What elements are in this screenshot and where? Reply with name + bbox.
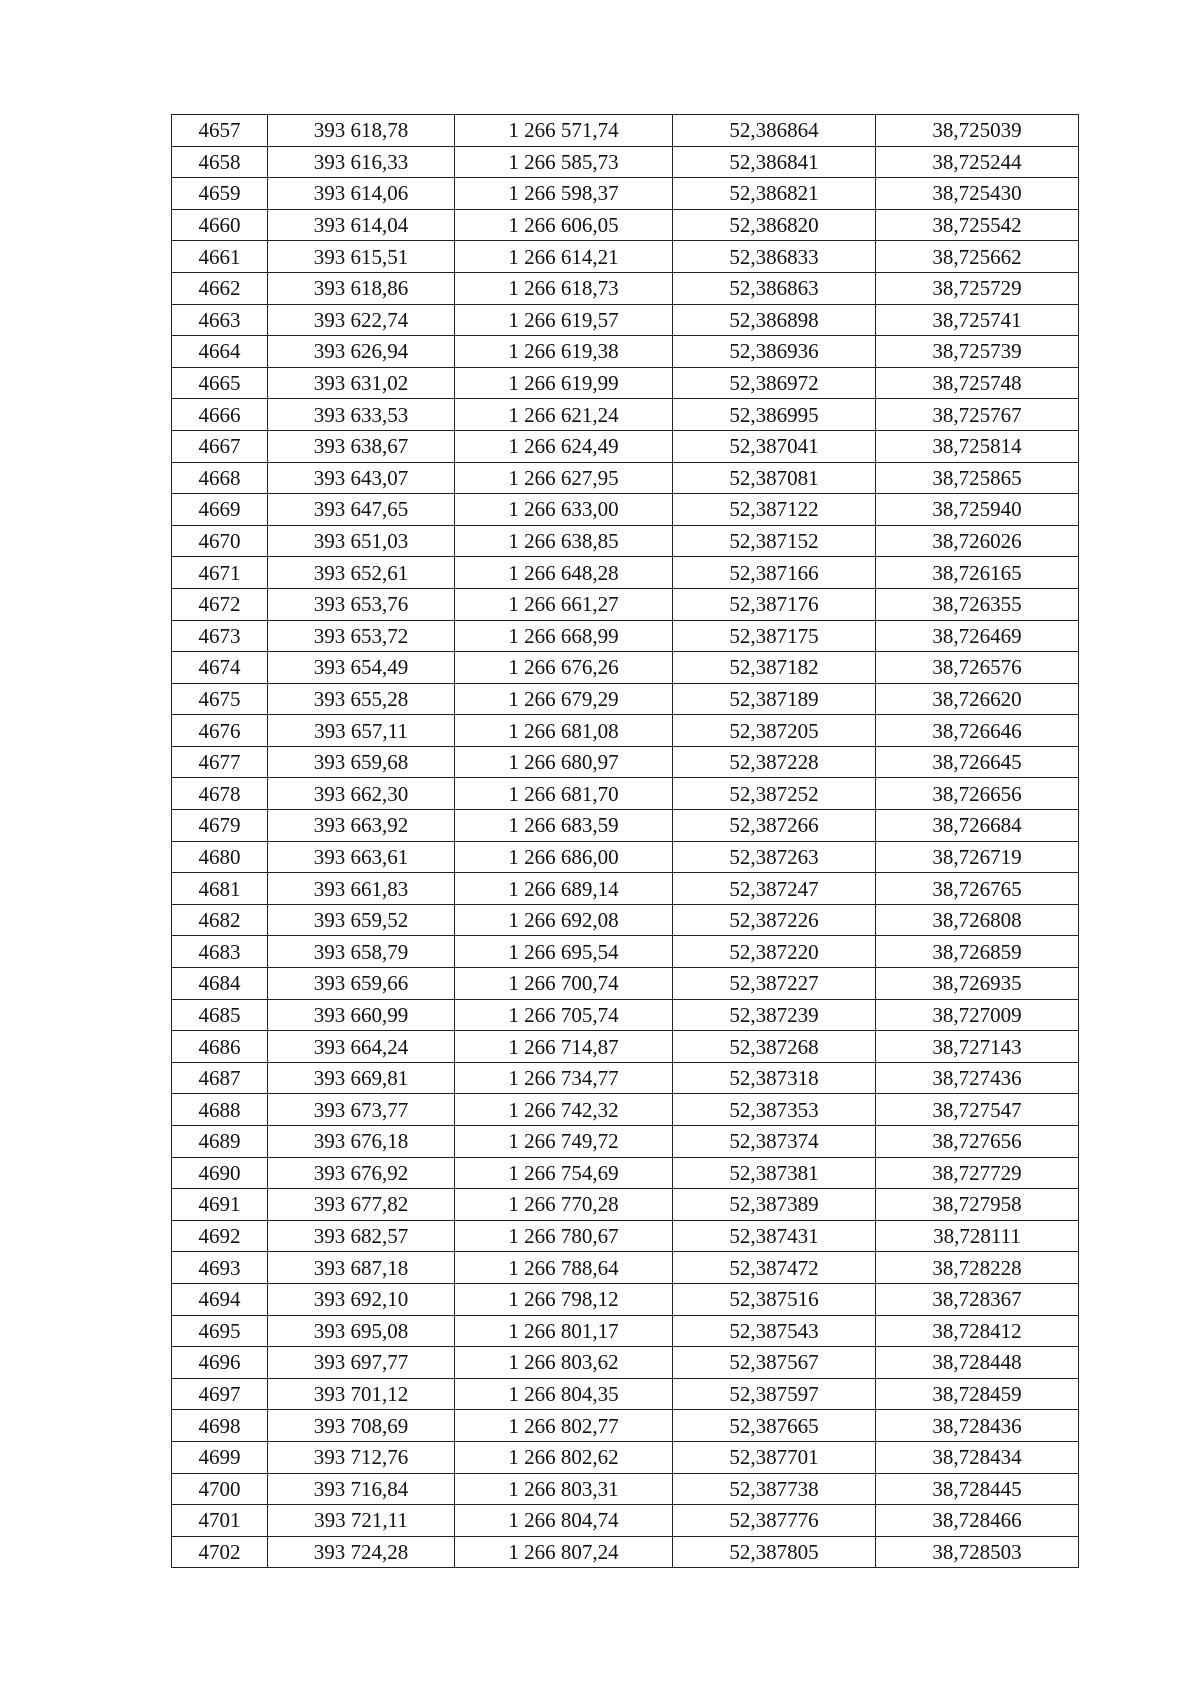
point-number-cell: 4676 bbox=[172, 715, 268, 747]
x-coordinate-cell: 393 716,84 bbox=[268, 1473, 455, 1505]
x-coordinate-cell: 393 643,07 bbox=[268, 462, 455, 494]
x-coordinate-cell: 393 724,28 bbox=[268, 1536, 455, 1568]
latitude-cell: 52,386972 bbox=[673, 367, 876, 399]
y-coordinate-cell: 1 266 803,62 bbox=[455, 1347, 673, 1379]
table-row bbox=[172, 810, 1079, 842]
point-number-cell: 4675 bbox=[172, 683, 268, 715]
longitude-cell: 38,726656 bbox=[876, 778, 1079, 810]
latitude-cell: 52,387266 bbox=[673, 810, 876, 842]
longitude-cell: 38,727436 bbox=[876, 1062, 1079, 1094]
table-row bbox=[172, 746, 1079, 778]
x-coordinate-cell: 393 616,33 bbox=[268, 146, 455, 178]
latitude-cell: 52,386821 bbox=[673, 178, 876, 210]
x-coordinate-cell: 393 663,61 bbox=[268, 841, 455, 873]
latitude-cell: 52,387252 bbox=[673, 778, 876, 810]
table-row bbox=[172, 1505, 1079, 1537]
y-coordinate-cell: 1 266 633,00 bbox=[455, 494, 673, 526]
longitude-cell: 38,726645 bbox=[876, 746, 1079, 778]
longitude-cell: 38,725729 bbox=[876, 272, 1079, 304]
point-number-cell: 4701 bbox=[172, 1505, 268, 1537]
longitude-cell: 38,728228 bbox=[876, 1252, 1079, 1284]
longitude-cell: 38,725741 bbox=[876, 304, 1079, 336]
point-number-cell: 4691 bbox=[172, 1189, 268, 1221]
table-row bbox=[172, 1094, 1079, 1126]
table-row bbox=[172, 241, 1079, 273]
latitude-cell: 52,387227 bbox=[673, 968, 876, 1000]
table-row bbox=[172, 1252, 1079, 1284]
latitude-cell: 52,387175 bbox=[673, 620, 876, 652]
latitude-cell: 52,386863 bbox=[673, 272, 876, 304]
x-coordinate-cell: 393 622,74 bbox=[268, 304, 455, 336]
x-coordinate-cell: 393 673,77 bbox=[268, 1094, 455, 1126]
y-coordinate-cell: 1 266 695,54 bbox=[455, 936, 673, 968]
point-number-cell: 4663 bbox=[172, 304, 268, 336]
longitude-cell: 38,726620 bbox=[876, 683, 1079, 715]
x-coordinate-cell: 393 676,18 bbox=[268, 1126, 455, 1158]
x-coordinate-cell: 393 614,06 bbox=[268, 178, 455, 210]
y-coordinate-cell: 1 266 638,85 bbox=[455, 525, 673, 557]
table-row bbox=[172, 304, 1079, 336]
table-row bbox=[172, 209, 1079, 241]
longitude-cell: 38,725940 bbox=[876, 494, 1079, 526]
x-coordinate-cell: 393 614,04 bbox=[268, 209, 455, 241]
longitude-cell: 38,725430 bbox=[876, 178, 1079, 210]
latitude-cell: 52,387152 bbox=[673, 525, 876, 557]
latitude-cell: 52,387228 bbox=[673, 746, 876, 778]
x-coordinate-cell: 393 721,11 bbox=[268, 1505, 455, 1537]
y-coordinate-cell: 1 266 689,14 bbox=[455, 873, 673, 905]
x-coordinate-cell: 393 701,12 bbox=[268, 1378, 455, 1410]
table-row bbox=[172, 778, 1079, 810]
y-coordinate-cell: 1 266 804,35 bbox=[455, 1378, 673, 1410]
longitude-cell: 38,727656 bbox=[876, 1126, 1079, 1158]
y-coordinate-cell: 1 266 648,28 bbox=[455, 557, 673, 589]
point-number-cell: 4683 bbox=[172, 936, 268, 968]
y-coordinate-cell: 1 266 619,57 bbox=[455, 304, 673, 336]
longitude-cell: 38,727729 bbox=[876, 1157, 1079, 1189]
point-number-cell: 4667 bbox=[172, 430, 268, 462]
y-coordinate-cell: 1 266 714,87 bbox=[455, 1031, 673, 1063]
latitude-cell: 52,386833 bbox=[673, 241, 876, 273]
latitude-cell: 52,387318 bbox=[673, 1062, 876, 1094]
point-number-cell: 4665 bbox=[172, 367, 268, 399]
latitude-cell: 52,386820 bbox=[673, 209, 876, 241]
table-row bbox=[172, 968, 1079, 1000]
point-number-cell: 4672 bbox=[172, 588, 268, 620]
x-coordinate-cell: 393 682,57 bbox=[268, 1220, 455, 1252]
x-coordinate-cell: 393 647,65 bbox=[268, 494, 455, 526]
longitude-cell: 38,725739 bbox=[876, 336, 1079, 368]
point-number-cell: 4657 bbox=[172, 115, 268, 147]
y-coordinate-cell: 1 266 804,74 bbox=[455, 1505, 673, 1537]
table-row bbox=[172, 620, 1079, 652]
latitude-cell: 52,386864 bbox=[673, 115, 876, 147]
y-coordinate-cell: 1 266 668,99 bbox=[455, 620, 673, 652]
point-number-cell: 4688 bbox=[172, 1094, 268, 1126]
latitude-cell: 52,386936 bbox=[673, 336, 876, 368]
x-coordinate-cell: 393 669,81 bbox=[268, 1062, 455, 1094]
longitude-cell: 38,728445 bbox=[876, 1473, 1079, 1505]
longitude-cell: 38,725767 bbox=[876, 399, 1079, 431]
longitude-cell: 38,726808 bbox=[876, 904, 1079, 936]
longitude-cell: 38,726469 bbox=[876, 620, 1079, 652]
x-coordinate-cell: 393 654,49 bbox=[268, 652, 455, 684]
latitude-cell: 52,387189 bbox=[673, 683, 876, 715]
latitude-cell: 52,386898 bbox=[673, 304, 876, 336]
table-row bbox=[172, 494, 1079, 526]
point-number-cell: 4679 bbox=[172, 810, 268, 842]
x-coordinate-cell: 393 651,03 bbox=[268, 525, 455, 557]
table-row bbox=[172, 525, 1079, 557]
point-number-cell: 4660 bbox=[172, 209, 268, 241]
point-number-cell: 4702 bbox=[172, 1536, 268, 1568]
table-row bbox=[172, 715, 1079, 747]
point-number-cell: 4661 bbox=[172, 241, 268, 273]
latitude-cell: 52,387805 bbox=[673, 1536, 876, 1568]
y-coordinate-cell: 1 266 680,97 bbox=[455, 746, 673, 778]
latitude-cell: 52,387247 bbox=[673, 873, 876, 905]
longitude-cell: 38,726684 bbox=[876, 810, 1079, 842]
point-number-cell: 4662 bbox=[172, 272, 268, 304]
latitude-cell: 52,387176 bbox=[673, 588, 876, 620]
x-coordinate-cell: 393 657,11 bbox=[268, 715, 455, 747]
longitude-cell: 38,725244 bbox=[876, 146, 1079, 178]
y-coordinate-cell: 1 266 802,62 bbox=[455, 1441, 673, 1473]
x-coordinate-cell: 393 663,92 bbox=[268, 810, 455, 842]
y-coordinate-cell: 1 266 770,28 bbox=[455, 1189, 673, 1221]
point-number-cell: 4698 bbox=[172, 1410, 268, 1442]
latitude-cell: 52,387597 bbox=[673, 1378, 876, 1410]
table-row bbox=[172, 1189, 1079, 1221]
table-row bbox=[172, 115, 1079, 147]
table-row bbox=[172, 1315, 1079, 1347]
y-coordinate-cell: 1 266 598,37 bbox=[455, 178, 673, 210]
latitude-cell: 52,387776 bbox=[673, 1505, 876, 1537]
x-coordinate-cell: 393 687,18 bbox=[268, 1252, 455, 1284]
point-number-cell: 4695 bbox=[172, 1315, 268, 1347]
longitude-cell: 38,728434 bbox=[876, 1441, 1079, 1473]
latitude-cell: 52,387239 bbox=[673, 999, 876, 1031]
point-number-cell: 4685 bbox=[172, 999, 268, 1031]
table-row bbox=[172, 683, 1079, 715]
table-row bbox=[172, 1126, 1079, 1158]
latitude-cell: 52,387041 bbox=[673, 430, 876, 462]
longitude-cell: 38,726646 bbox=[876, 715, 1079, 747]
x-coordinate-cell: 393 633,53 bbox=[268, 399, 455, 431]
y-coordinate-cell: 1 266 621,24 bbox=[455, 399, 673, 431]
y-coordinate-cell: 1 266 798,12 bbox=[455, 1283, 673, 1315]
table-row bbox=[172, 1031, 1079, 1063]
longitude-cell: 38,727009 bbox=[876, 999, 1079, 1031]
y-coordinate-cell: 1 266 807,24 bbox=[455, 1536, 673, 1568]
table-row bbox=[172, 1378, 1079, 1410]
point-number-cell: 4693 bbox=[172, 1252, 268, 1284]
longitude-cell: 38,725542 bbox=[876, 209, 1079, 241]
longitude-cell: 38,726859 bbox=[876, 936, 1079, 968]
latitude-cell: 52,387166 bbox=[673, 557, 876, 589]
table-row bbox=[172, 588, 1079, 620]
latitude-cell: 52,387182 bbox=[673, 652, 876, 684]
table-row bbox=[172, 1283, 1079, 1315]
y-coordinate-cell: 1 266 571,74 bbox=[455, 115, 673, 147]
table-row bbox=[172, 999, 1079, 1031]
y-coordinate-cell: 1 266 624,49 bbox=[455, 430, 673, 462]
x-coordinate-cell: 393 618,78 bbox=[268, 115, 455, 147]
table-row bbox=[172, 1062, 1079, 1094]
latitude-cell: 52,387665 bbox=[673, 1410, 876, 1442]
latitude-cell: 52,387122 bbox=[673, 494, 876, 526]
x-coordinate-cell: 393 664,24 bbox=[268, 1031, 455, 1063]
table-row bbox=[172, 1536, 1079, 1568]
y-coordinate-cell: 1 266 681,70 bbox=[455, 778, 673, 810]
latitude-cell: 52,387389 bbox=[673, 1189, 876, 1221]
latitude-cell: 52,387701 bbox=[673, 1441, 876, 1473]
latitude-cell: 52,386841 bbox=[673, 146, 876, 178]
x-coordinate-cell: 393 662,30 bbox=[268, 778, 455, 810]
table-row bbox=[172, 1220, 1079, 1252]
longitude-cell: 38,725662 bbox=[876, 241, 1079, 273]
x-coordinate-cell: 393 676,92 bbox=[268, 1157, 455, 1189]
latitude-cell: 52,387220 bbox=[673, 936, 876, 968]
longitude-cell: 38,727547 bbox=[876, 1094, 1079, 1126]
point-number-cell: 4682 bbox=[172, 904, 268, 936]
table-row bbox=[172, 1473, 1079, 1505]
y-coordinate-cell: 1 266 754,69 bbox=[455, 1157, 673, 1189]
point-number-cell: 4658 bbox=[172, 146, 268, 178]
latitude-cell: 52,387431 bbox=[673, 1220, 876, 1252]
point-number-cell: 4700 bbox=[172, 1473, 268, 1505]
point-number-cell: 4678 bbox=[172, 778, 268, 810]
table-row bbox=[172, 936, 1079, 968]
longitude-cell: 38,728459 bbox=[876, 1378, 1079, 1410]
table-row bbox=[172, 272, 1079, 304]
y-coordinate-cell: 1 266 749,72 bbox=[455, 1126, 673, 1158]
longitude-cell: 38,726355 bbox=[876, 588, 1079, 620]
x-coordinate-cell: 393 661,83 bbox=[268, 873, 455, 905]
latitude-cell: 52,387516 bbox=[673, 1283, 876, 1315]
longitude-cell: 38,728448 bbox=[876, 1347, 1079, 1379]
latitude-cell: 52,387353 bbox=[673, 1094, 876, 1126]
y-coordinate-cell: 1 266 627,95 bbox=[455, 462, 673, 494]
x-coordinate-cell: 393 659,68 bbox=[268, 746, 455, 778]
x-coordinate-cell: 393 659,52 bbox=[268, 904, 455, 936]
y-coordinate-cell: 1 266 619,38 bbox=[455, 336, 673, 368]
y-coordinate-cell: 1 266 692,08 bbox=[455, 904, 673, 936]
point-number-cell: 4687 bbox=[172, 1062, 268, 1094]
point-number-cell: 4673 bbox=[172, 620, 268, 652]
y-coordinate-cell: 1 266 683,59 bbox=[455, 810, 673, 842]
point-number-cell: 4689 bbox=[172, 1126, 268, 1158]
point-number-cell: 4670 bbox=[172, 525, 268, 557]
longitude-cell: 38,727958 bbox=[876, 1189, 1079, 1221]
latitude-cell: 52,387205 bbox=[673, 715, 876, 747]
y-coordinate-cell: 1 266 788,64 bbox=[455, 1252, 673, 1284]
point-number-cell: 4684 bbox=[172, 968, 268, 1000]
longitude-cell: 38,726165 bbox=[876, 557, 1079, 589]
x-coordinate-cell: 393 615,51 bbox=[268, 241, 455, 273]
y-coordinate-cell: 1 266 686,00 bbox=[455, 841, 673, 873]
y-coordinate-cell: 1 266 618,73 bbox=[455, 272, 673, 304]
y-coordinate-cell: 1 266 700,74 bbox=[455, 968, 673, 1000]
longitude-cell: 38,728466 bbox=[876, 1505, 1079, 1537]
x-coordinate-cell: 393 631,02 bbox=[268, 367, 455, 399]
latitude-cell: 52,387081 bbox=[673, 462, 876, 494]
longitude-cell: 38,725865 bbox=[876, 462, 1079, 494]
table-row bbox=[172, 652, 1079, 684]
x-coordinate-cell: 393 677,82 bbox=[268, 1189, 455, 1221]
table-row bbox=[172, 1347, 1079, 1379]
x-coordinate-cell: 393 712,76 bbox=[268, 1441, 455, 1473]
point-number-cell: 4669 bbox=[172, 494, 268, 526]
latitude-cell: 52,387543 bbox=[673, 1315, 876, 1347]
point-number-cell: 4697 bbox=[172, 1378, 268, 1410]
x-coordinate-cell: 393 655,28 bbox=[268, 683, 455, 715]
longitude-cell: 38,728436 bbox=[876, 1410, 1079, 1442]
point-number-cell: 4677 bbox=[172, 746, 268, 778]
x-coordinate-cell: 393 626,94 bbox=[268, 336, 455, 368]
x-coordinate-cell: 393 618,86 bbox=[268, 272, 455, 304]
x-coordinate-cell: 393 692,10 bbox=[268, 1283, 455, 1315]
table-row bbox=[172, 462, 1079, 494]
y-coordinate-cell: 1 266 661,27 bbox=[455, 588, 673, 620]
table-row bbox=[172, 904, 1079, 936]
point-number-cell: 4666 bbox=[172, 399, 268, 431]
longitude-cell: 38,726576 bbox=[876, 652, 1079, 684]
table-row bbox=[172, 367, 1079, 399]
latitude-cell: 52,387738 bbox=[673, 1473, 876, 1505]
x-coordinate-cell: 393 658,79 bbox=[268, 936, 455, 968]
longitude-cell: 38,728412 bbox=[876, 1315, 1079, 1347]
latitude-cell: 52,387263 bbox=[673, 841, 876, 873]
coordinates-table bbox=[171, 114, 1079, 1568]
table-row bbox=[172, 178, 1079, 210]
latitude-cell: 52,387472 bbox=[673, 1252, 876, 1284]
point-number-cell: 4668 bbox=[172, 462, 268, 494]
longitude-cell: 38,728503 bbox=[876, 1536, 1079, 1568]
y-coordinate-cell: 1 266 801,17 bbox=[455, 1315, 673, 1347]
longitude-cell: 38,726026 bbox=[876, 525, 1079, 557]
longitude-cell: 38,726719 bbox=[876, 841, 1079, 873]
x-coordinate-cell: 393 652,61 bbox=[268, 557, 455, 589]
y-coordinate-cell: 1 266 614,21 bbox=[455, 241, 673, 273]
table-row bbox=[172, 336, 1079, 368]
x-coordinate-cell: 393 708,69 bbox=[268, 1410, 455, 1442]
x-coordinate-cell: 393 653,76 bbox=[268, 588, 455, 620]
point-number-cell: 4674 bbox=[172, 652, 268, 684]
longitude-cell: 38,727143 bbox=[876, 1031, 1079, 1063]
x-coordinate-cell: 393 638,67 bbox=[268, 430, 455, 462]
y-coordinate-cell: 1 266 606,05 bbox=[455, 209, 673, 241]
point-number-cell: 4671 bbox=[172, 557, 268, 589]
point-number-cell: 4690 bbox=[172, 1157, 268, 1189]
point-number-cell: 4696 bbox=[172, 1347, 268, 1379]
y-coordinate-cell: 1 266 803,31 bbox=[455, 1473, 673, 1505]
longitude-cell: 38,725039 bbox=[876, 115, 1079, 147]
longitude-cell: 38,728367 bbox=[876, 1283, 1079, 1315]
point-number-cell: 4664 bbox=[172, 336, 268, 368]
longitude-cell: 38,728111 bbox=[876, 1220, 1079, 1252]
table-row bbox=[172, 1441, 1079, 1473]
point-number-cell: 4694 bbox=[172, 1283, 268, 1315]
table-row bbox=[172, 1410, 1079, 1442]
y-coordinate-cell: 1 266 705,74 bbox=[455, 999, 673, 1031]
longitude-cell: 38,725748 bbox=[876, 367, 1079, 399]
y-coordinate-cell: 1 266 585,73 bbox=[455, 146, 673, 178]
x-coordinate-cell: 393 695,08 bbox=[268, 1315, 455, 1347]
point-number-cell: 4659 bbox=[172, 178, 268, 210]
y-coordinate-cell: 1 266 681,08 bbox=[455, 715, 673, 747]
table-row bbox=[172, 146, 1079, 178]
latitude-cell: 52,386995 bbox=[673, 399, 876, 431]
table-row bbox=[172, 399, 1079, 431]
x-coordinate-cell: 393 653,72 bbox=[268, 620, 455, 652]
table-row bbox=[172, 841, 1079, 873]
table-row bbox=[172, 430, 1079, 462]
x-coordinate-cell: 393 697,77 bbox=[268, 1347, 455, 1379]
point-number-cell: 4686 bbox=[172, 1031, 268, 1063]
y-coordinate-cell: 1 266 619,99 bbox=[455, 367, 673, 399]
longitude-cell: 38,725814 bbox=[876, 430, 1079, 462]
point-number-cell: 4681 bbox=[172, 873, 268, 905]
table-row bbox=[172, 557, 1079, 589]
y-coordinate-cell: 1 266 742,32 bbox=[455, 1094, 673, 1126]
y-coordinate-cell: 1 266 734,77 bbox=[455, 1062, 673, 1094]
x-coordinate-cell: 393 660,99 bbox=[268, 999, 455, 1031]
latitude-cell: 52,387268 bbox=[673, 1031, 876, 1063]
table-row bbox=[172, 1157, 1079, 1189]
point-number-cell: 4692 bbox=[172, 1220, 268, 1252]
latitude-cell: 52,387381 bbox=[673, 1157, 876, 1189]
y-coordinate-cell: 1 266 679,29 bbox=[455, 683, 673, 715]
y-coordinate-cell: 1 266 676,26 bbox=[455, 652, 673, 684]
latitude-cell: 52,387567 bbox=[673, 1347, 876, 1379]
latitude-cell: 52,387226 bbox=[673, 904, 876, 936]
longitude-cell: 38,726765 bbox=[876, 873, 1079, 905]
point-number-cell: 4699 bbox=[172, 1441, 268, 1473]
latitude-cell: 52,387374 bbox=[673, 1126, 876, 1158]
coordinates-table-body bbox=[172, 115, 1079, 1568]
longitude-cell: 38,726935 bbox=[876, 968, 1079, 1000]
y-coordinate-cell: 1 266 780,67 bbox=[455, 1220, 673, 1252]
y-coordinate-cell: 1 266 802,77 bbox=[455, 1410, 673, 1442]
x-coordinate-cell: 393 659,66 bbox=[268, 968, 455, 1000]
point-number-cell: 4680 bbox=[172, 841, 268, 873]
table-row bbox=[172, 873, 1079, 905]
